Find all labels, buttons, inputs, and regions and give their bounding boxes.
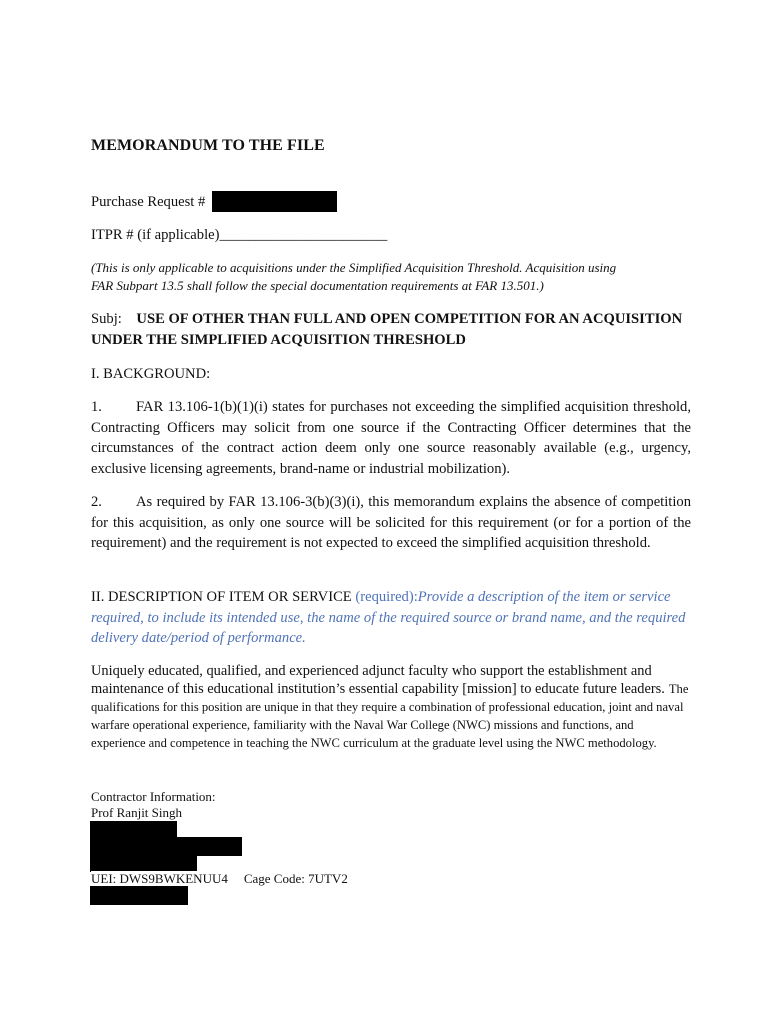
description-body	[91, 662, 691, 752]
paragraph-2-text: As required by FAR 13.106-3(b)(3)(i), this memorandum explains the absence of competition for this acquisition, as only one source will be solicited for this requirement (or for a portion of the requirement) and the requirement is not expected to exceed the simplified acquisition threshold.	[91, 494, 691, 552]
cage-code-text: Cage Code: 7UTV2	[243, 871, 348, 886]
memo-title: MEMORANDUM TO THE FILE	[91, 137, 325, 154]
subject	[91, 309, 691, 351]
acquisition-note	[91, 259, 691, 295]
contractor-redaction-4	[90, 886, 188, 905]
description-required: (required):	[351, 589, 418, 605]
contractor-name: Prof Ranjit Singh	[91, 805, 183, 820]
background-paragraph-1	[91, 397, 691, 479]
subject-text: USE OF OTHER THAN FULL AND OPEN COMPETITION FOR AN ACQUISITION UNDER THE SIMPLIFIED ACQUISITION THRESHOLD	[91, 311, 683, 348]
subject-label: Subj:	[91, 311, 122, 327]
paragraph-1-text: FAR 13.106-1(b)(1)(i) states for purchases not exceeding the simplified acquisition threshold, Contracting Officers may solicit from one source if the Contracting Officer determines that the circumstances of the contract action deem only one source reasonably available (e.g., urgency, exclusive licensing agreements, brand-name or industrial mobilization).	[91, 399, 691, 477]
description-heading: II. DESCRIPTION OF ITEM OR SERVICE	[91, 589, 352, 605]
contractor-redaction-1	[90, 821, 177, 838]
paragraph-2-number: 2.	[91, 494, 102, 510]
paragraph-1-number: 1.	[91, 399, 102, 415]
itpr-label: ITPR # (if applicable)_______________________	[91, 227, 388, 243]
contractor-label: Contractor Information:	[91, 789, 216, 804]
contractor-ids	[91, 871, 348, 887]
purchase-request-label: Purchase Request #	[91, 194, 206, 210]
description-paragraph-small: The qualifications for this position are unique in that they require a combination of professional education, joint and naval warfare operational experience, familiarity with the Naval War College (NWC) missions and functions, and experience and competence in teaching the NWC curriculum at the graduate level using the NWC methodology.	[91, 682, 689, 750]
note-line-1: (This is only applicable to acquisitions under the Simplified Acquisition Threshold. Acquisition using	[91, 260, 617, 275]
background-paragraph-2	[91, 492, 691, 554]
contractor-redaction-3	[90, 855, 197, 872]
uei-text: UEI: DWS9BWKENUU4	[91, 871, 228, 886]
background-heading: I. BACKGROUND:	[91, 366, 211, 382]
description-instruction: Provide a description of the item or service required, to include its intended use, the name of the required source or brand name, and the required delivery date/period of performance.	[91, 589, 686, 647]
note-line-2: FAR Subpart 13.5 shall follow the special documentation requirements at FAR 13.501.)	[91, 278, 544, 293]
description-paragraph-large: Uniquely educated, qualified, and experienced adjunct faculty who support the establishment and maintenance of this educational institution’s essential capability [mission] to educate future leaders.	[91, 663, 665, 697]
contractor-redaction-2	[90, 837, 242, 856]
purchase-request-redaction	[212, 191, 337, 212]
description-section	[91, 587, 691, 649]
